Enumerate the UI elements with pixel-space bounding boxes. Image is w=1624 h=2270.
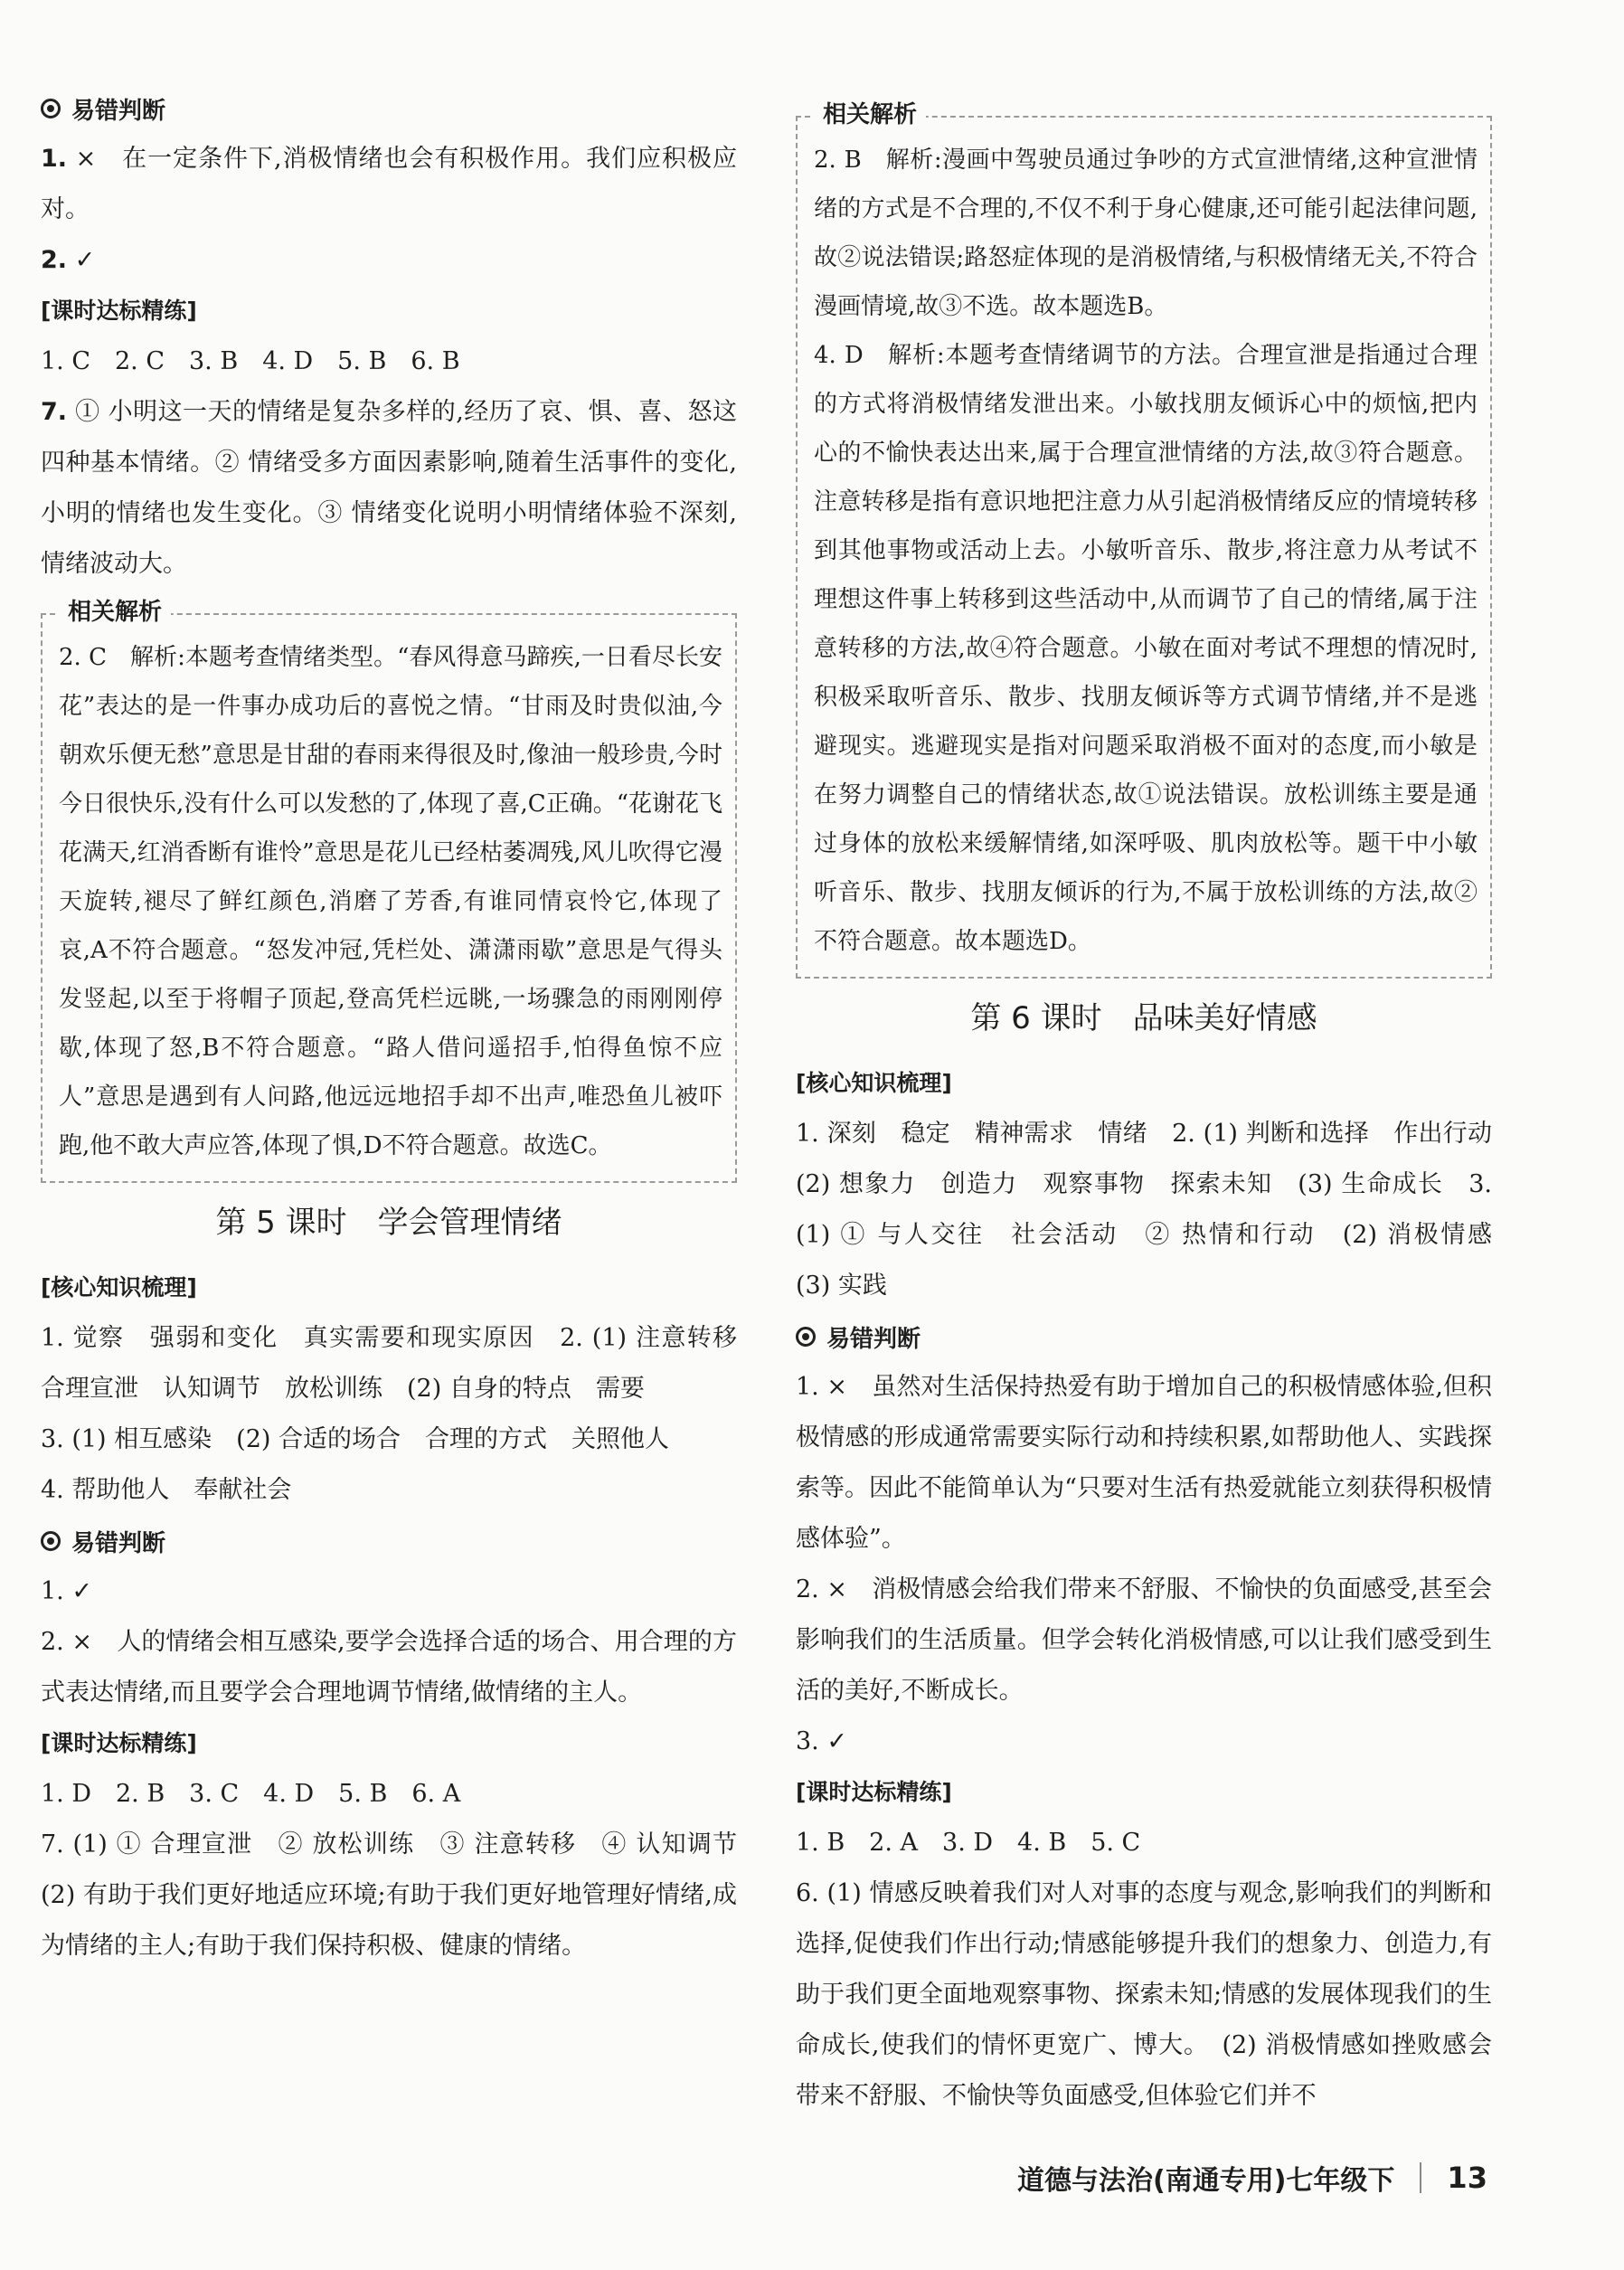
yicuo-item-2: 2. × 消极情感会给我们带来不舒服、不愉快的负面感受,甚至会影响我们的生活质量。但学会转化消极情感,可以让我们感受到生活的美好,不断成长。 <box>796 1575 1492 1705</box>
yicuo-item-1: 1. × 在一定条件下,消极情绪也会有积极作用。我们应积极应对。 <box>41 145 737 223</box>
core-heading: [核心知识梳理] <box>41 1274 197 1301</box>
bullet-icon <box>41 1531 61 1551</box>
analysis-tag: 相关解析 <box>59 597 171 628</box>
analysis-tag: 相关解析 <box>814 99 926 130</box>
core-item-1: 1. 觉察 强弱和变化 真实需要和现实原因 2. (1) 注意转移 合理宣泄 认知调节 放松训练 (2) 自身的特点 需要 <box>41 1324 761 1403</box>
yicuo-heading: 易错判断 <box>41 83 737 134</box>
yicuo-item-3: 3. ✓ <box>796 1727 847 1755</box>
analysis-text-1: 2. B 解析:漫画中驾驶员通过争吵的方式宣泄情绪,这种宣泄情绪的方式是不合理的,不仅不利于身心健康,还可能引起法律问题,故②说法错误;路怒症体现的是消极情绪,与积极情绪无关,不符合漫画情境,故③不选。故本题选B。 <box>814 147 1478 320</box>
keshi-heading: [课时达标精练] <box>41 298 197 324</box>
analysis-box <box>41 599 737 1183</box>
keshi-answers: 1. C 2. C 3. B 4. D 5. B 6. B <box>41 347 460 375</box>
keshi-heading: [课时达标精练] <box>41 1730 197 1756</box>
yicuo-heading: 易错判断 <box>796 1311 1492 1362</box>
yicuo-item-2: 2. × 人的情绪会相互感染,要学会选择合适的场合、用合理的方式表达情绪,而且要学会合理地调节情绪,做情绪的主人。 <box>41 1628 737 1707</box>
analysis-text-2: 4. D 解析:本题考查情绪调节的方法。合理宣泄是指通过合理的方式将消极情绪发泄出来。小敏找朋友倾诉心中的烦恼,把内心的不愉快表达出来,属于合理宣泄情绪的方法,故③符合题意。注意转移是指有意识地把注意力从引起消极情绪反应的情境转移到其他事物或活动上去。小敏听音乐、散步,将注意力从考试不理想这件事上转移到这些活动中,从而调节了自己的情绪,属于注意转移的方法,故④符合题意。小敏在面对考试不理想的情况时,积极采取听音乐、散步、找朋友倾诉等方式调节情绪,并不是逃避现实。逃避现实是指对问题采取消极不面对的态度,而小敏是在努力调整自己的情绪状态,故①说法错误。放松训练主要是通过身体的放松来缓解情绪,如深呼吸、肌肉放松等。题干中小敏听音乐、散步、找朋友倾诉的行为,不属于放松训练的方法,故②不符合题意。故本题选D。 <box>814 342 1478 955</box>
book-title: 道德与法治(南通专用)七年级下 <box>1017 2165 1395 2197</box>
core-item-3: 3. (1) 相互感染 (2) 合适的场合 合理的方式 关照他人 <box>41 1425 669 1453</box>
keshi-answers: 1. D 2. B 3. C 4. D 5. B 6. A <box>41 1780 461 1808</box>
footer-divider <box>1420 2162 1421 2193</box>
right-column <box>796 101 1516 2122</box>
analysis-text: 2. C 解析:本题考查情绪类型。“春风得意马蹄疾,一日看尽长安花”表达的是一件事办成功后的喜悦之情。“甘雨及时贵似油,今朝欢乐便无愁”意思是甘甜的春雨来得很及时,像油一般珍贵,今时今日很快乐,没有什么可以发愁的了,体现了喜,C正确。“花谢花飞花满天,红消香断有谁怜”意思是花儿已经枯萎凋残,风儿吹得它漫天旋转,褪尽了鲜红颜色,消磨了芳香,有谁同情哀怜它,体现了哀,A不符合题意。“怒发冲冠,凭栏处、潇潇雨歇”意思是气得头发竖起,以至于将帽子顶起,登高凭栏远眺,一场骤急的雨刚刚停歇,体现了怒,B不符合题意。“路人借问遥招手,怕得鱼惊不应人”意思是遇到有人问路,他远远地招手却不出声,唯恐鱼儿被吓跑,他不敢大声应答,体现了惧,D不符合题意。故选C。 <box>59 644 722 1159</box>
keshi-answers: 1. B 2. A 3. D 4. B 5. C <box>796 1829 1141 1857</box>
core-item-4: 4. 帮助他人 奉献社会 <box>41 1476 292 1504</box>
page-footer <box>1017 2151 1487 2205</box>
core-heading: [核心知识梳理] <box>796 1070 952 1096</box>
keshi-question-6: 6. (1) 情感反映着我们对人对事的态度与观念,影响我们的判断和选择,促使我们作出行动;情感能够提升我们的想象力、创造力,有助于我们更全面地观察事物、探索未知;情感的发展体现我们的生命成长,使我们的情怀更宽广、博大。 (2) 消极情感如挫败感会带来不舒服、不愉快等负面感受,但体验它们并不 <box>796 1879 1492 2110</box>
yicuo-item-2: 2. ✓ <box>41 246 96 274</box>
yicuo-item-1: 1. × 虽然对生活保持热爱有助于增加自己的积极情感体验,但积极情感的形成通常需要实际行动和持续积累,如帮助他人、实践探索等。因此不能简单认为“只要对生活有热爱就能立刻获得积极情感体验”。 <box>796 1373 1492 1553</box>
lesson-5-title: 第 5 课时 学会管理情绪 <box>215 1205 562 1241</box>
keshi-question-7: 7. (1) ① 合理宣泄 ② 放松训练 ③ 注意转移 ④ 认知调节 (2) 有助于我们更好地适应环境;有助于我们更好地管理好情绪,成为情绪的主人;有助于我们保持积极、健康的情绪。 <box>41 1830 761 1960</box>
lesson-6-title: 第 6 课时 品味美好情感 <box>970 1000 1317 1036</box>
page-number: 13 <box>1447 2161 1487 2195</box>
bullet-icon <box>796 1327 816 1347</box>
keshi-heading: [课时达标精练] <box>796 1779 952 1805</box>
analysis-box <box>796 101 1492 979</box>
core-item-1: 1. 深刻 稳定 精神需求 情绪 2. (1) 判断和选择 作出行动 (2) 想象力 创造力 观察事物 探索未知 (3) 生命成长 3. (1) ① 与人交往 社会活动 ② 热情和行动 (2) 消极情感 (3) 实践 <box>796 1120 1516 1300</box>
left-column <box>41 83 761 1972</box>
yicuo-item-1: 1. ✓ <box>41 1577 92 1605</box>
yicuo-heading: 易错判断 <box>41 1516 737 1566</box>
bullet-icon <box>41 99 61 118</box>
keshi-question-7: 7. ① 小明这一天的情绪是复杂多样的,经历了哀、惧、喜、怒这四种基本情绪。② 情绪受多方面因素影响,随着生活事件的变化,小明的情绪也发生变化。③ 情绪变化说明小明情绪体验不深刻,情绪波动大。 <box>41 398 737 578</box>
